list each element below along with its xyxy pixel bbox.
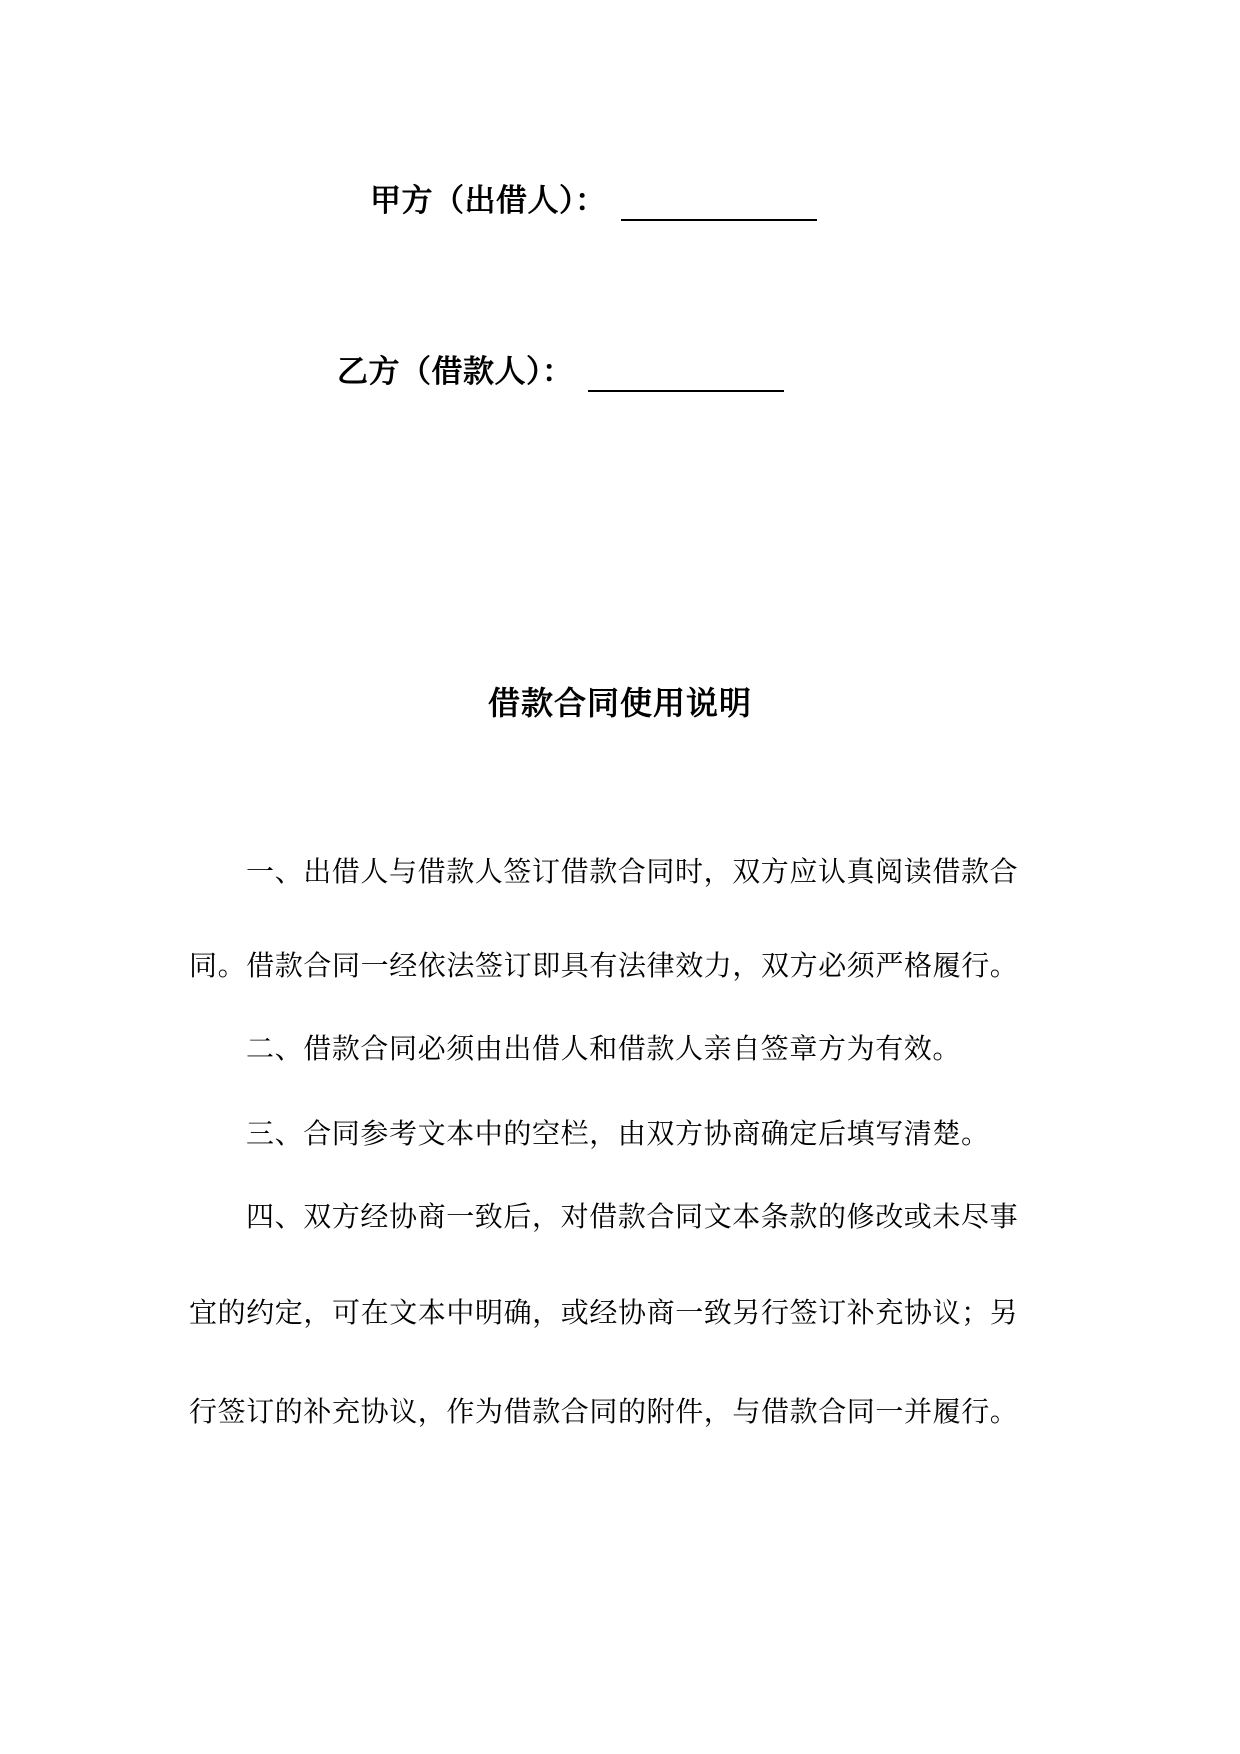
document-title: 借款合同使用说明 — [487, 684, 752, 722]
paragraph-2-line-1: 二、借款合同必须由出借人和借款人亲自签章方为有效。 — [246, 1032, 962, 1065]
paragraph-3-line-1: 三、合同参考文本中的空栏，由双方协商确定后填写清楚。 — [246, 1117, 990, 1150]
paragraph-4-line-3: 行签订的补充协议，作为借款合同的附件，与借款合同一并履行。 — [189, 1395, 1019, 1428]
party-b-blank[interactable] — [588, 360, 784, 392]
paragraph-1-line-1: 一、出借人与借款人签订借款合同时，双方应认真阅读借款合 — [246, 855, 1019, 888]
party-a-signature-line — [370, 172, 817, 222]
party-a-blank[interactable] — [621, 189, 817, 221]
party-a-label: 甲方（出借人）： — [370, 182, 607, 219]
paragraph-4-line-2: 宜的约定，可在文本中明确，或经协商一致另行签订补充协议；另 — [189, 1296, 1019, 1329]
paragraph-1-line-2: 同。借款合同一经依法签订即具有法律效力，双方必须严格履行。 — [189, 949, 1019, 982]
paragraph-4-line-1: 四、双方经协商一致后，对借款合同文本条款的修改或未尽事 — [246, 1200, 1019, 1233]
party-b-signature-line — [337, 343, 784, 393]
party-b-label: 乙方（借款人）： — [337, 353, 574, 390]
